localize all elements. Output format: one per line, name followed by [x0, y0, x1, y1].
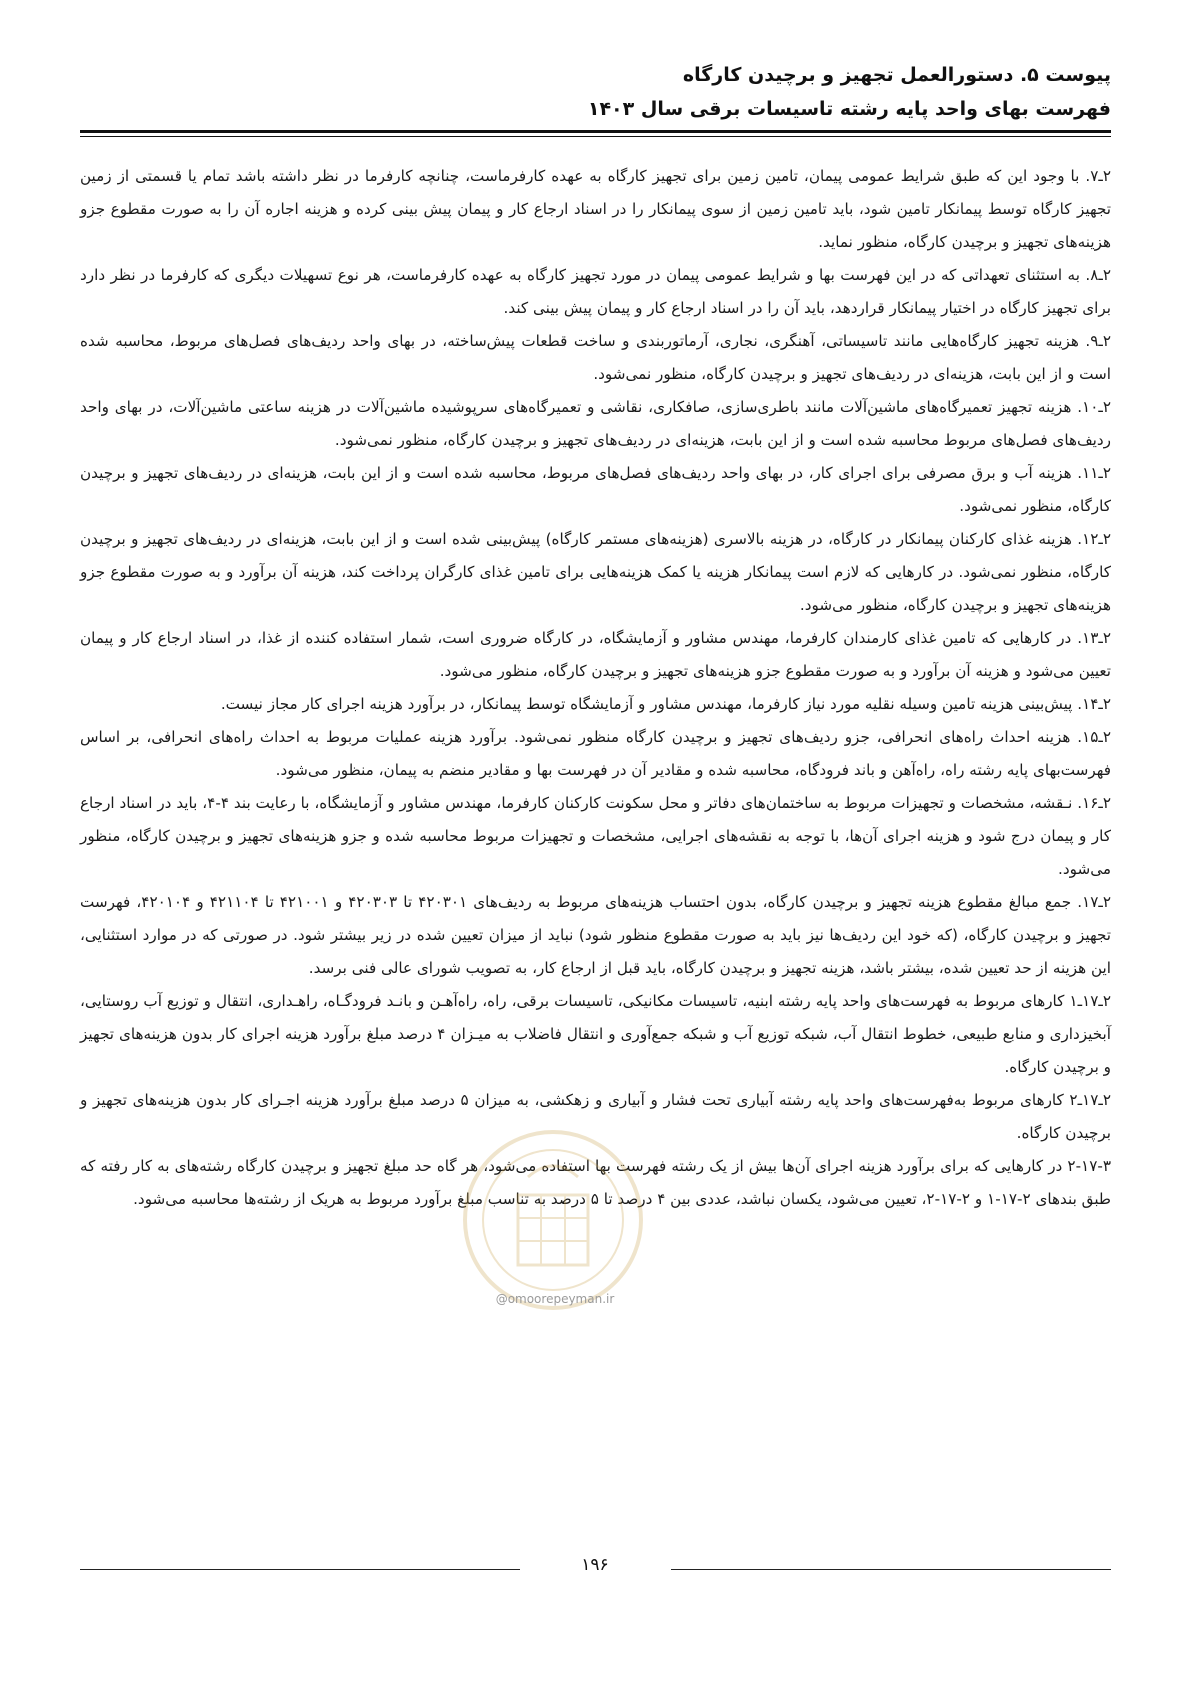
paragraph-2-9: ۲ـ۹. هزینه تجهیز کارگاه‌هایی مانند تاسیساتی، آهنگری، نجاری، آرماتوربندی و ساخت قطعات پیش‌ساخته، در بهای واحد ردیف‌های فصل‌های مربوط، محاسبه شده است و از این بابت، هزینه‌ای در ردیف‌های تجهیز و برچیدن کارگاه، منظور نمی‌شود. [80, 332, 1111, 383]
seal-logo-icon [458, 1125, 648, 1315]
paragraph-2-17-3: ۲-۱۷-۳ در کارهایی که برای برآورد هزینه اجرای آن‌ها بیش از یک رشته فهرست بها استفاده می‌شود، هر گاه حد مبلغ تجهیز و برچیدن کارگاه رشته‌های به کار رفته که طبق بندهای ۲-۱۷-۱ و ۲-۱۷-۲، تعیین می‌شود، یکسان نباشد، عددی بین ۴ درصد تا ۵ درصد به تناسب مبلغ برآورد مربوط به هریک از رشته‌ها محاسبه می‌شود. [80, 1157, 1111, 1208]
header-divider-thin [80, 136, 1111, 137]
watermark-text: @omoorepeyman.ir [495, 1292, 615, 1306]
paragraph-2-16: ۲ـ۱۶. نـقشه، مشخصات و تجهیزات مربوط به ساختمان‌های دفاتر و محل سکونت کارکنان کارفرما، مهندس مشاور و آزمایشگاه، با رعایت بند ۴-۴، باید در اسناد ارجاع کار و پیمان درج شود و هزینه اجرای آن‌ها، با توجه به نقشه‌های اجرایی، مشخصات و تجهیزات مربوط محاسبه شده و جزو هزینه‌های تجهیز و برچیدن کارگاه، منظور می‌شود. [80, 794, 1111, 878]
paragraph-2-10: ۲ـ۱۰. هزینه تجهیز تعمیرگاه‌های ماشین‌آلات مانند باطری‌سازی، صافکاری، نقاشی و تعمیرگاه‌های سرپوشیده ماشین‌آلات در هزینه ساعتی ماشین‌آلات، در بهای واحد ردیف‌های فصل‌های مربوط محاسبه شده است و از این بابت، هزینه‌ای در ردیف‌های تجهیز و برچیدن کارگاه، منظور نمی‌شود. [80, 398, 1111, 449]
footer-divider-right [671, 1569, 1111, 1570]
paragraph-2-11: ۲ـ۱۱. هزینه آب و برق مصرفی برای اجرای کار، در بهای واحد ردیف‌های فصل‌های مربوط، محاسبه شده است و از این بابت، هزینه‌ای در ردیف‌های تجهیز و برچیدن کارگاه، منظور نمی‌شود. [80, 464, 1111, 515]
paragraph-2-17-1: ۲ـ۱۷ـ۱ کارهای مربوط به فهرست‌های واحد پایه رشته ابنیه، تاسیسات مکانیکی، تاسیسات برقی، راه، راه‌آهـن و بانـد فرودگـاه، راهـداری، انتقال و توزیع آب روستایی، آبخیزداری و منابع طبیعی، خطوط انتقال آب، شبکه توزیع آب و شبکه جمع‌آوری و انتقال فاضلاب به میـزان ۴ درصد مبلغ برآورد هزینه اجرای کار بدون هزینه‌های تجهیز و برچیدن کارگاه. [80, 992, 1111, 1076]
paragraph-2-12: ۲ـ۱۲. هزینه غذای کارکنان پیمانکار در کارگاه، در هزینه بالاسری (هزینه‌های مستمر کارگاه) پیش‌بینی شده است و از این بابت، هزینه‌ای در ردیف‌های تجهیز و برچیدن کارگاه، منظور نمی‌شود. در کارهایی که لازم است پیمانکار هزینه یا کمک هزینه‌هایی برای تامین غذای کارگران پرداخت کند، هزینه آن برآورد و به صورت مقطوع جزو هزینه‌های تجهیز و برچیدن کارگاه، منظور می‌شود. [80, 530, 1111, 614]
paragraph-2-13: ۲ـ۱۳. در کارهایی که تامین غذای کارمندان کارفرما، مهندس مشاور و آزمایشگاه، در کارگاه ضروری است، شمار استفاده کننده از غذا، در اسناد ارجاع کار و پیمان تعیین می‌شود و هزینه آن برآورد و به صورت مقطوع جزو هزینه‌های تجهیز و برچیدن کارگاه، منظور می‌شود. [80, 629, 1111, 680]
paragraph-2-15: ۲ـ۱۵. هزینه احداث راه‌های انحرافی، جزو ردیف‌های تجهیز و برچیدن کارگاه منظور نمی‌شود. برآورد هزینه عملیات مربوط به احداث راه‌های انحرافی، بر اساس فهرست‌بهای پایه رشته راه، راه‌آهن و باند فرودگاه، محاسبه شده و مقادیر آن در فهرست بها و مقادیر منضم به پیمان، منظور می‌شود. [80, 728, 1111, 779]
paragraph-2-7: ۲ـ۷. با وجود این که طبق شرایط عمومی پیمان، تامین زمین برای تجهیز کارگاه به عهده کارفرماست، چنانچه کارفرما در نظر داشته باشد تمام یا قسمتی از زمین تجهیز کارگاه توسط پیمانکار تامین شود، باید تامین زمین از سوی پیمانکار را در اسناد ارجاع کار و پیمان پیش بینی کرده و هزینه اجاره آن را به صورت مقطوع جزو هزینه‌های تجهیز و برچیدن کارگاه، منظور نماید. [80, 167, 1111, 251]
header-divider-thick [80, 130, 1111, 133]
page-header [80, 58, 1111, 126]
paragraph-2-17: ۲ـ۱۷. جمع مبالغ مقطوع هزینه تجهیز و برچیدن کارگاه، بدون احتساب هزینه‌های مربوط به ردیف‌های ۴۲۰۳۰۱ تا ۴۲۰۳۰۳ و ۴۲۱۰۰۱ تا ۴۲۱۱۰۴ و ۴۲۰۱۰۴، فهرست تجهیز و برچیدن کارگاه، (که خود این ردیف‌ها نیز باید به صورت مقطوع منظور شود) نباید از میزان تعیین شده در زیر بیشتر شود. در صورتی که در موارد استثنایی، این هزینه از حد تعیین شده، بیشتر باشد، هزینه تجهیز و برچیدن کارگاه، باید قبل از ارجاع کار، به تصویب شورای عالی فنی برسد. [80, 893, 1111, 977]
paragraph-2-14: ۲ـ۱۴. پیش‌بینی هزینه تامین وسیله نقلیه مورد نیاز کارفرما، مهندس مشاور و آزمایشگاه توسط پیمانکار، در برآورد هزینه اجرای کار مجاز نیست. [220, 695, 1111, 713]
paragraph-2-17-2: ۲ـ۱۷ـ۲ کارهای مربوط به‌فهرست‌های واحد پایه رشته آبیاری تحت فشار و آبیاری و زهکشی، به میزان ۵ درصد مبلغ برآورد هزینه اجـرای کار بدون هزینه‌های تجهیز و برچیدن کارگاه. [80, 1091, 1111, 1142]
page-number: ۱۹۶ [581, 1555, 609, 1575]
header-title: پیوست ۵. دستورالعمل تجهیز و برچیدن کارگاه [682, 64, 1111, 86]
paragraph-2-8: ۲ـ۸. به استثنای تعهداتی که در این فهرست بها و شرایط عمومی پیمان در مورد تجهیز کارگاه به عهده کارفرماست، هر نوع تسهیلات دیگری که کارفرما در نظر دارد برای تجهیز کارگاه در اختیار پیمانکار قراردهد، باید آن را در اسناد ارجاع کار و پیمان پیش بینی کند. [80, 266, 1111, 317]
footer-divider-left [80, 1569, 520, 1570]
header-subtitle: فهرست بهای واحد پایه رشته تاسیسات برقی سال ۱۴۰۳ [587, 98, 1111, 120]
document-body [80, 160, 1111, 1216]
